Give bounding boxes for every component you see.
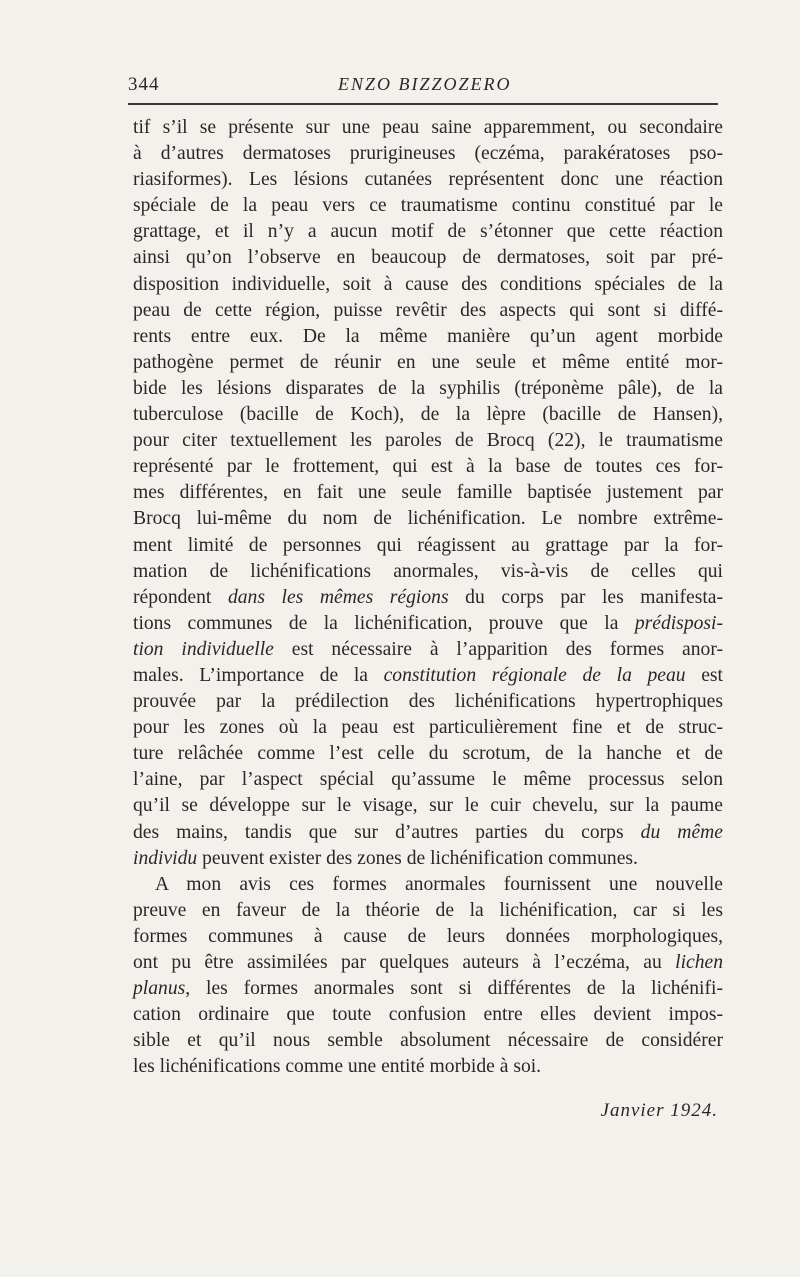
italic-text: lichen [675, 952, 723, 973]
text-segment: tif s’il se présente sur une peau saine apparemment, ou secondaire [133, 117, 723, 138]
text-line [133, 820, 723, 846]
text-line [133, 793, 723, 819]
text-segment: A mon avis ces formes anormales fournissent une nouvelle [155, 873, 723, 895]
text-segment: du corps par les manifesta- [448, 586, 723, 608]
text-line [133, 898, 723, 924]
text-line [133, 350, 723, 376]
text-segment: pathogène permet de réunir en une seule et même entité mor- [133, 351, 723, 373]
text-segment: à d’autres dermatoses prurigineuses (eczéma, parakératoses pso- [133, 143, 723, 165]
italic-text: planus [133, 978, 186, 1000]
italic-text: prédisposi- [634, 612, 723, 634]
text-line [133, 454, 723, 480]
text-line [133, 585, 723, 611]
text-segment: peuvent exister des zones de lichénification communes. [197, 847, 638, 869]
text-segment: disposition individuelle, soit à cause des conditions spéciales de la [133, 273, 723, 295]
text-segment: est [685, 664, 723, 686]
body-text [133, 115, 723, 1080]
page-number: 344 [128, 74, 160, 95]
text-line [133, 559, 723, 585]
italic-text: individu [133, 847, 198, 869]
text-segment: représenté par le frottement, qui est à la base de toutes ces for- [133, 456, 723, 478]
text-segment: Brocq lui-même du nom de lichénification. Le nombre extrême- [133, 508, 723, 530]
text-segment: pour citer textuellement les paroles de Brocq (22), le traumatisme [133, 430, 723, 452]
text-line [133, 924, 723, 950]
text-segment: ainsi qu’on l’observe en beaucoup de dermatoses, soit par pré- [133, 247, 723, 269]
text-line [133, 167, 723, 193]
text-segment: , les formes anormales sont si différentes de la lichénifi- [185, 978, 723, 1000]
text-segment: riasiformes). Les lésions cutanées représentent donc une réaction [133, 169, 723, 191]
text-line [133, 663, 723, 689]
paragraph [133, 115, 723, 872]
text-segment: ont pu être assimilées par quelques auteurs à l’eczéma, au [133, 952, 676, 973]
text-line [133, 141, 723, 167]
text-line [133, 245, 723, 271]
text-line [133, 1054, 723, 1080]
text-segment: mation de lichénifications anormales, vis-à-vis de celles qui [133, 560, 723, 582]
text-line [133, 480, 723, 506]
text-line [133, 976, 723, 1002]
text-line [133, 219, 723, 245]
text-segment: tuberculose (bacille de Koch), de la lèpre (bacille de Hansen), [133, 404, 723, 426]
text-segment: formes communes à cause de leurs données morphologiques, [133, 925, 723, 947]
text-segment: prouvée par la prédilection des lichénifications hypertrophiques [133, 691, 723, 713]
text-segment: est nécessaire à l’apparition des formes anor- [273, 638, 723, 660]
text-segment: ture relâchée comme l’est celle du scrotum, de la hanche et de [133, 743, 723, 765]
running-title: ENZO BIZZOZERO [338, 74, 512, 94]
text-segment: grattage, et il n’y a aucun motif de s’étonner que cette réaction [133, 221, 723, 243]
italic-text: tion individuelle [133, 638, 274, 660]
text-segment: les lichénifications comme une entité morbide à soi. [133, 1056, 542, 1078]
text-line [133, 846, 723, 872]
date-line: Janvier 1924. [600, 1100, 718, 1121]
text-line [133, 272, 723, 298]
text-line [133, 1028, 723, 1054]
text-line [133, 741, 723, 767]
text-line [133, 533, 723, 559]
text-line [133, 193, 723, 219]
italic-text: constitution régionale de la peau [383, 664, 686, 686]
running-header [128, 74, 718, 100]
text-line [133, 115, 723, 141]
italic-text: du même [640, 821, 723, 843]
text-segment: peau de cette région, puisse revêtir des aspects qui sont si diffé- [133, 299, 723, 321]
text-line [133, 428, 723, 454]
text-segment: cation ordinaire que toute confusion entre elles devient impos- [133, 1004, 723, 1026]
italic-text: dans les mêmes régions [227, 586, 449, 608]
text-segment: mes différentes, en fait une seule famille baptisée justement par [133, 482, 723, 504]
text-line [133, 872, 723, 898]
text-segment: des mains, tandis que sur d’autres parties du corps [133, 821, 641, 843]
text-segment: tions communes de la lichénification, prouve que la [133, 612, 635, 634]
text-line [133, 611, 723, 637]
text-line [133, 689, 723, 715]
paragraph [133, 872, 723, 1081]
text-segment: bide les lésions disparates de la syphilis (tréponème pâle), de la [133, 377, 723, 399]
text-segment: ment limité de personnes qui réagissent au grattage par la for- [133, 534, 723, 556]
text-line [133, 637, 723, 663]
text-line [133, 715, 723, 741]
header-rule [128, 103, 718, 105]
text-line [133, 950, 723, 976]
text-line [133, 376, 723, 402]
text-segment: qu’il se développe sur le visage, sur le cuir chevelu, sur la paume [133, 795, 723, 817]
text-segment: pour les zones où la peau est particulièrement fine et de struc- [133, 717, 723, 739]
text-line [133, 506, 723, 532]
text-line [133, 324, 723, 350]
text-segment: spéciale de la peau vers ce traumatisme continu constitué par le [133, 195, 723, 217]
text-segment: répondent [133, 586, 228, 608]
text-segment: males. L’importance de la [133, 664, 384, 686]
text-segment: rents entre eux. De la même manière qu’un agent morbide [133, 325, 723, 347]
text-line [133, 1002, 723, 1028]
text-segment: l’aine, par l’aspect spécial qu’assume le même processus selon [133, 769, 723, 791]
text-line [133, 298, 723, 324]
text-segment: preuve en faveur de la théorie de la lichénification, car si les [133, 899, 723, 921]
text-line [133, 767, 723, 793]
text-line [133, 402, 723, 428]
text-segment: sible et qu’il nous semble absolument nécessaire de considérer [133, 1030, 723, 1052]
